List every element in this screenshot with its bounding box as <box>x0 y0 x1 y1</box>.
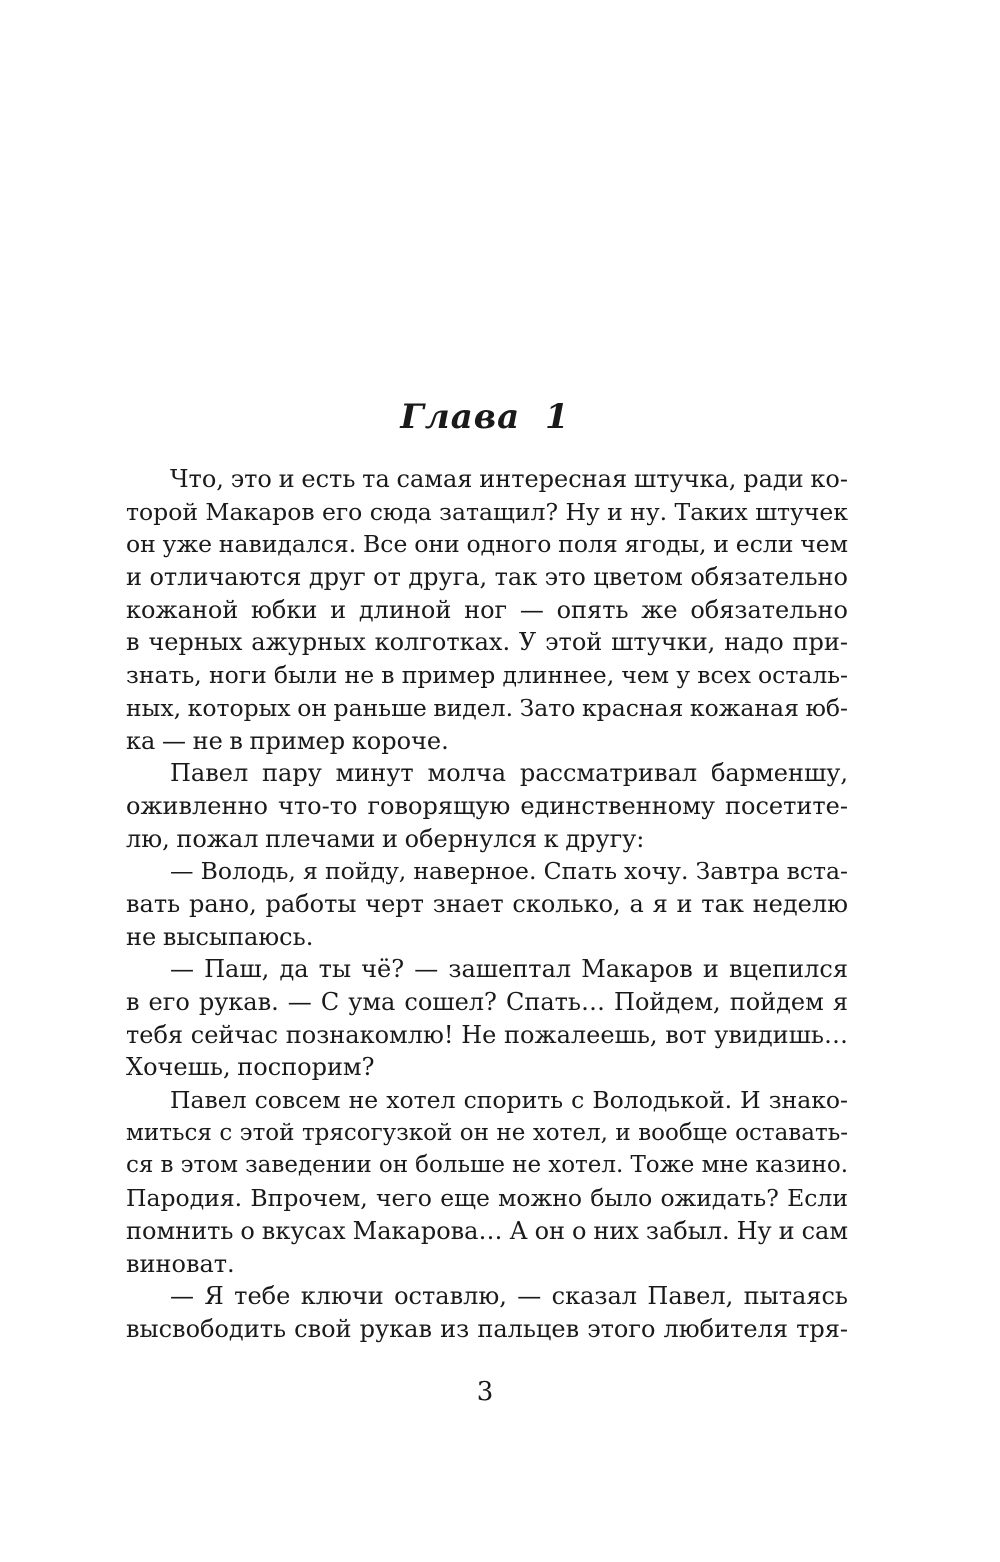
text-line: лю, пожал плечами и обернулся к другу: <box>126 824 645 853</box>
text-line: — Паш, да ты чё? — зашептал Макаров и вцепился <box>170 955 848 984</box>
text-line: тебя сейчас познакомлю! Не пожалеешь, вот увидишь… <box>126 1020 848 1049</box>
text-line: вать рано, работы черт знает сколько, а я и так неделю <box>126 889 848 918</box>
text-line: высвободить свой рукав из пальцев этого любителя тря- <box>126 1314 848 1343</box>
text-line: он уже навидался. Все они одного поля ягоды, и если чем <box>126 530 848 559</box>
text-line: — Володь, я пойду, наверное. Спать хочу. Завтра вста- <box>170 857 848 886</box>
text-line: — Я тебе ключи оставлю, — сказал Павел, пытаясь <box>170 1282 848 1311</box>
text-line: Пародия. Впрочем, чего еще можно было ожидать? Если <box>126 1184 848 1213</box>
text-line: Хочешь, поспорим? <box>126 1053 375 1082</box>
text-line: ся в этом заведении он больше не хотел. Тоже мне казино. <box>126 1152 848 1179</box>
text-line: кожаной юбки и длиной ног — опять же обязательно <box>126 595 848 624</box>
text-line: Что, это и есть та самая интересная штучка, ради ко- <box>170 465 848 493</box>
text-line: ных, которых он раньше видел. Зато красная кожаная юб- <box>126 693 848 722</box>
text-line: Павел пару минут молча рассматривал барменшу, <box>170 759 848 788</box>
chapter-title: Глава 1 <box>400 397 570 437</box>
text-line: миться с этой трясогузкой он не хотел, и вообще оставать- <box>126 1119 848 1146</box>
text-line: в черных ажурных колготках. У этой штучки, надо при- <box>126 628 848 657</box>
text-line: оживленно что-то говорящую единственному посетите- <box>126 791 848 820</box>
text-line: ка — не в пример короче. <box>126 726 449 755</box>
text-line: Павел совсем не хотел спорить с Володькой. И знако- <box>170 1086 848 1115</box>
text-line: знать, ноги были не в пример длиннее, чем у всех осталь- <box>126 661 848 690</box>
text-line: помнить о вкусах Макарова… А он о них забыл. Ну и сам <box>126 1216 848 1245</box>
text-line: в его рукав. — С ума сошел? Спать… Пойдем, пойдем я <box>126 988 848 1016</box>
text-line: торой Макаров его сюда затащил? Ну и ну. Таких штучек <box>126 497 848 526</box>
body-text <box>126 463 848 1346</box>
text-line: не высыпаюсь. <box>126 922 314 951</box>
text-line: и отличаются друг от друга, так это цветом обязательно <box>126 563 848 592</box>
page-number: 3 <box>476 1377 494 1407</box>
text-line: виноват. <box>126 1249 235 1278</box>
